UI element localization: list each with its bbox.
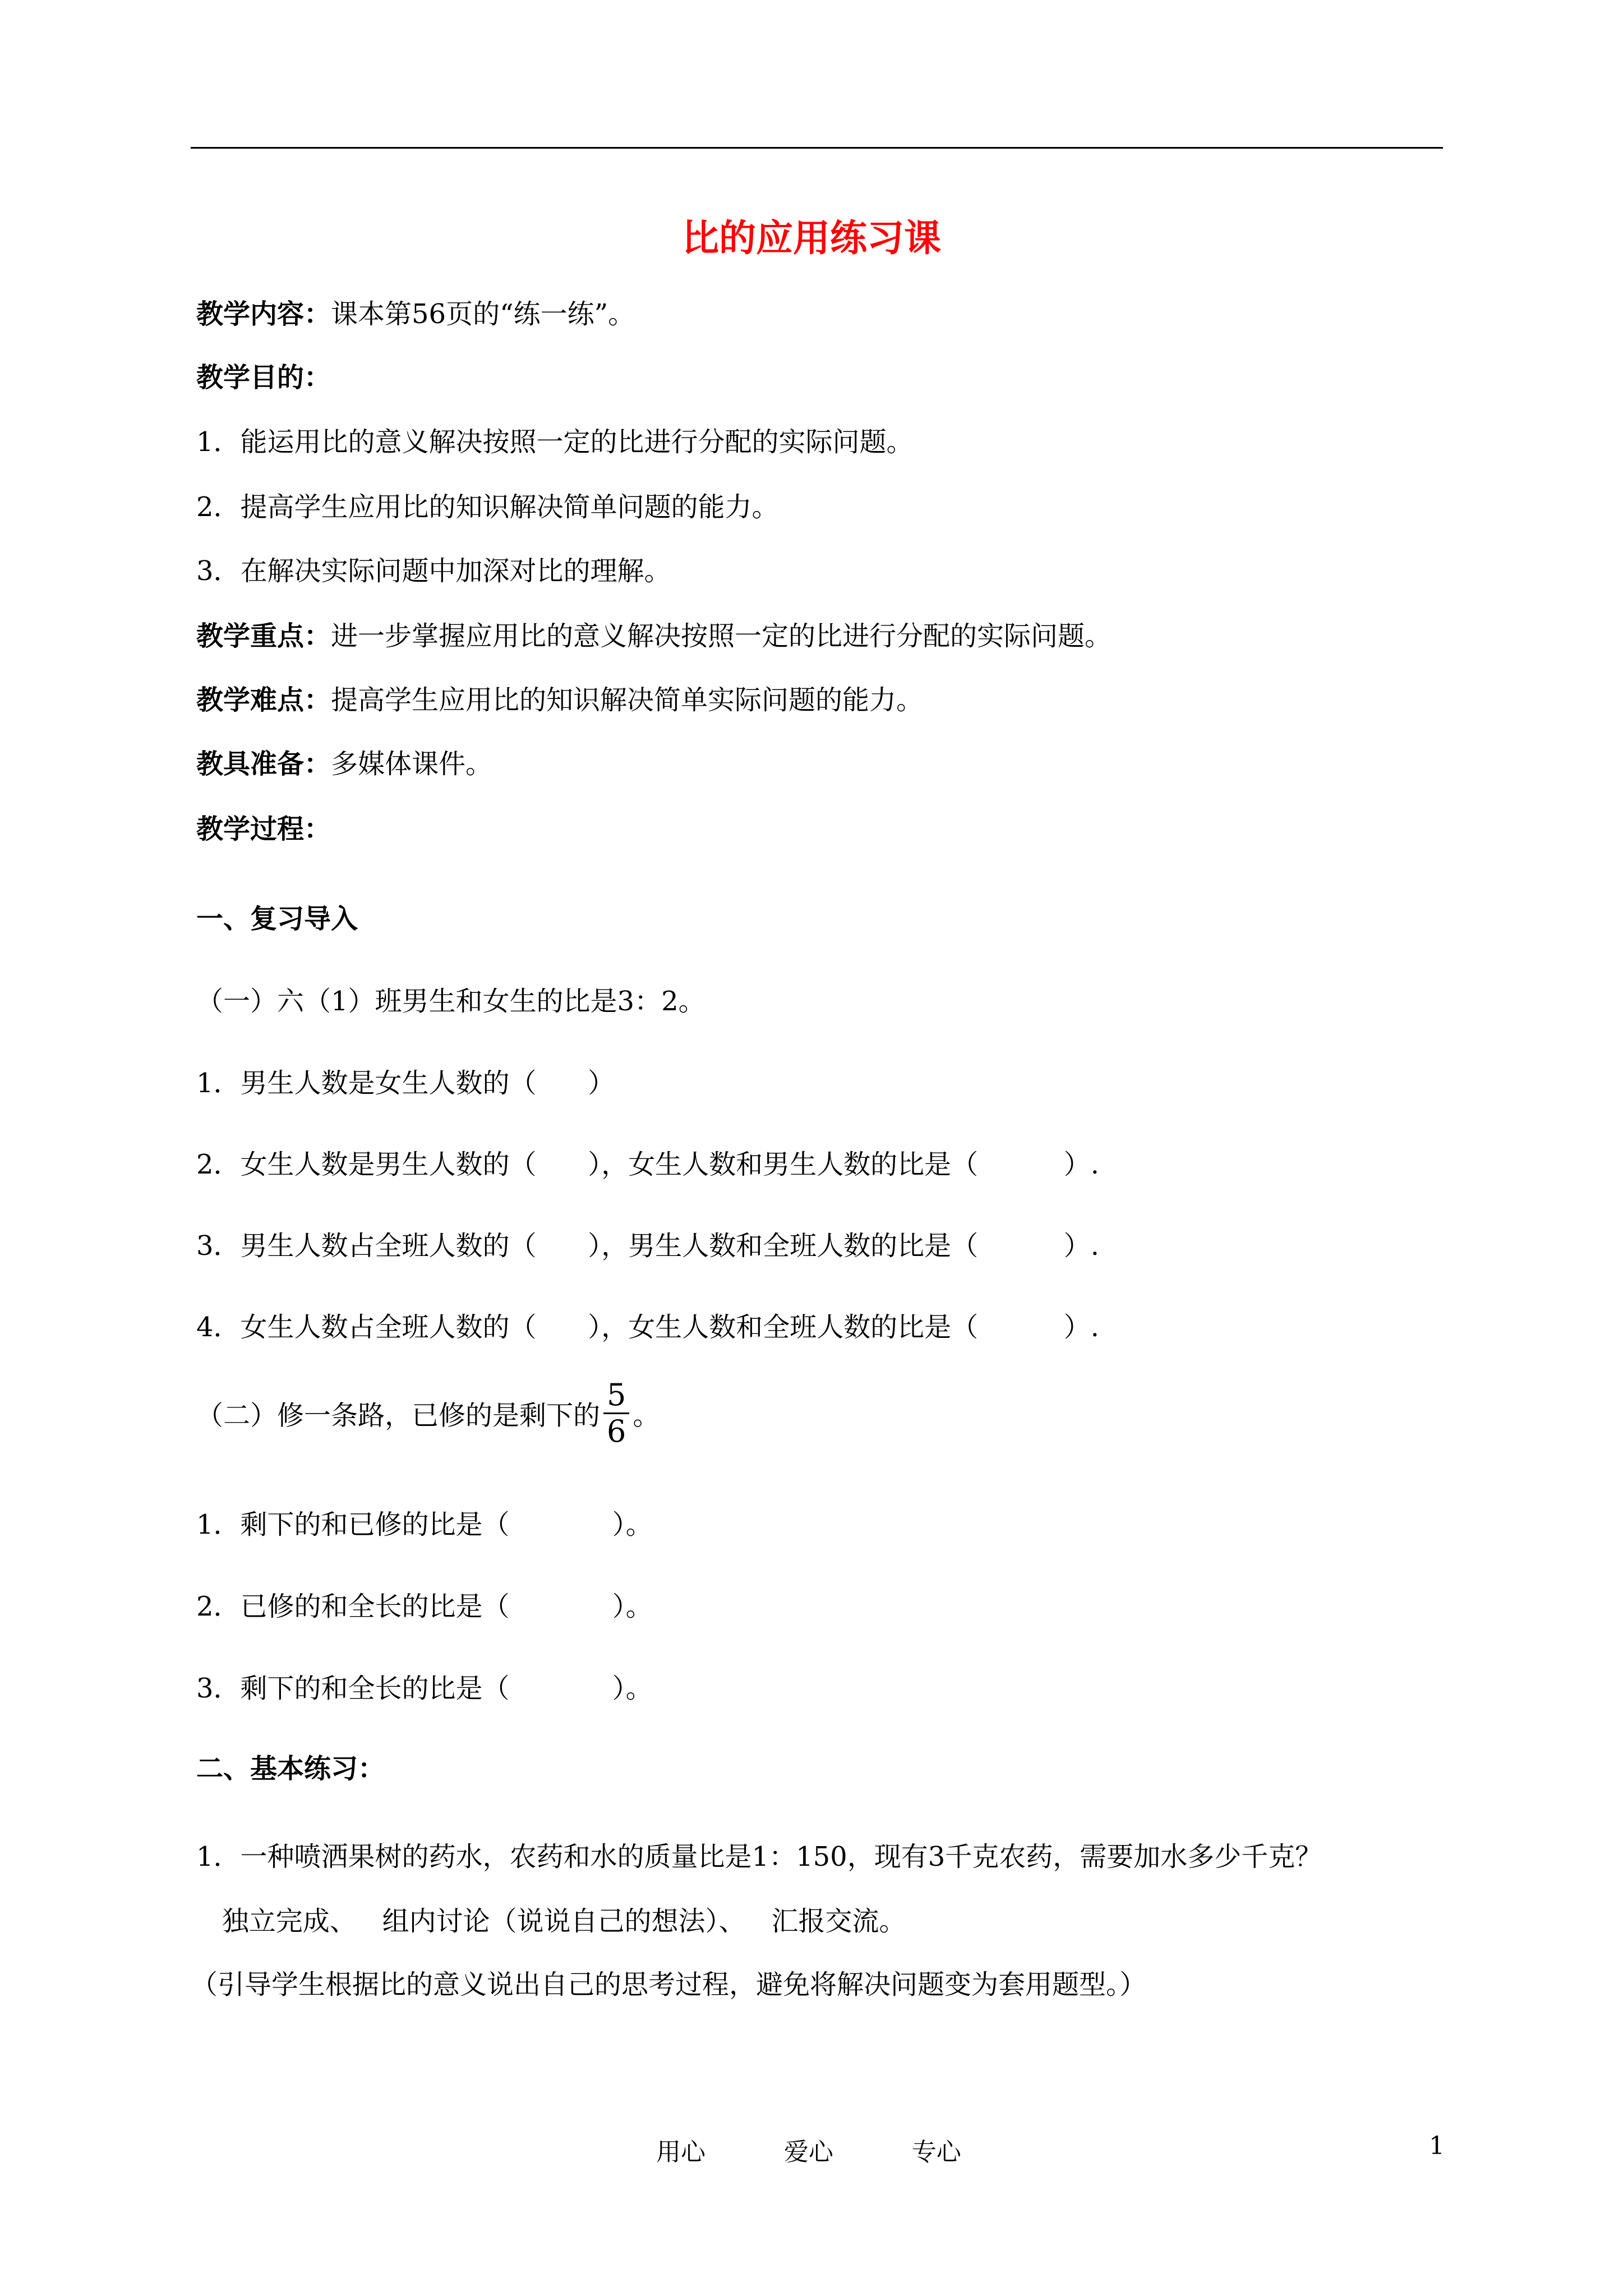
content-label: 教学内容： xyxy=(196,298,331,330)
page-title: 比的应用练习课 xyxy=(682,217,941,260)
question-item: 2．已修的和全长的比是（ ）。 xyxy=(196,1591,653,1622)
question-item: 3．男生人数占全班人数的（ ），男生人数和全班人数的比是（ ）. xyxy=(196,1230,1099,1262)
question-item: 1．男生人数是女生人数的（ ） xyxy=(196,1068,615,1099)
header-rule xyxy=(191,147,1443,149)
section2-heading: 二、基本练习： xyxy=(196,1753,385,1784)
teaching-note: （引导学生根据比的意义说出自己的思考过程，避免将解决问题变为套用题型。） xyxy=(191,1969,1147,2000)
question-item: 1．剩下的和已修的比是（ ）。 xyxy=(196,1509,653,1540)
tools-label: 教具准备： xyxy=(196,748,331,780)
content-line xyxy=(196,298,635,331)
key-label: 教学重点： xyxy=(196,620,331,652)
tools-line xyxy=(196,748,492,781)
content-value: 课本第56页的“练一练”。 xyxy=(331,298,635,330)
key-value: 进一步掌握应用比的意义解决按照一定的比进行分配的实际问题。 xyxy=(331,620,1112,652)
key-line xyxy=(196,620,1112,653)
part1-intro: （一）六（1）班男生和女生的比是3：2。 xyxy=(196,986,706,1017)
process-label: 教学过程： xyxy=(196,813,331,845)
question-item: 3．剩下的和全长的比是（ ）。 xyxy=(196,1673,653,1704)
difficulty-line xyxy=(196,684,923,717)
fraction-numerator: 5 xyxy=(603,1378,629,1414)
question-item: 2．女生人数是男生人数的（ ），女生人数和男生人数的比是（ ）. xyxy=(196,1149,1099,1180)
tools-value: 多媒体课件。 xyxy=(331,748,493,780)
difficulty-label: 教学难点： xyxy=(196,684,331,716)
part2-intro: （二）修一条路，已修的是剩下的 xyxy=(196,1400,601,1432)
problem-1: 1．一种喷洒果树的药水，农药和水的质量比是1：150，现有3千克农药，需要加水多少千克？ xyxy=(196,1841,1322,1872)
goal-item: 1．能运用比的意义解决按照一定的比进行分配的实际问题。 xyxy=(196,426,914,458)
part2-intro-line xyxy=(196,1377,660,1451)
goals-label: 教学目的： xyxy=(196,362,331,393)
part2-end: 。 xyxy=(633,1400,660,1432)
goal-item: 3．在解决实际问题中加深对比的理解。 xyxy=(196,555,671,587)
difficulty-value: 提高学生应用比的知识解决简单实际问题的能力。 xyxy=(331,684,924,716)
page-number: 1 xyxy=(1429,2132,1445,2160)
footer-motto: 用心 爱心 专心 xyxy=(656,2138,961,2166)
goal-item: 2．提高学生应用比的知识解决简单问题的能力。 xyxy=(196,491,779,523)
problem-steps: 独立完成、 组内讨论（说说自己的想法）、 汇报交流。 xyxy=(196,1906,906,1937)
fraction xyxy=(603,1378,629,1449)
question-item: 4．女生人数占全班人数的（ ），女生人数和全班人数的比是（ ）. xyxy=(196,1312,1099,1343)
fraction-denominator: 6 xyxy=(607,1414,626,1449)
section1-heading: 一、复习导入 xyxy=(196,903,358,935)
